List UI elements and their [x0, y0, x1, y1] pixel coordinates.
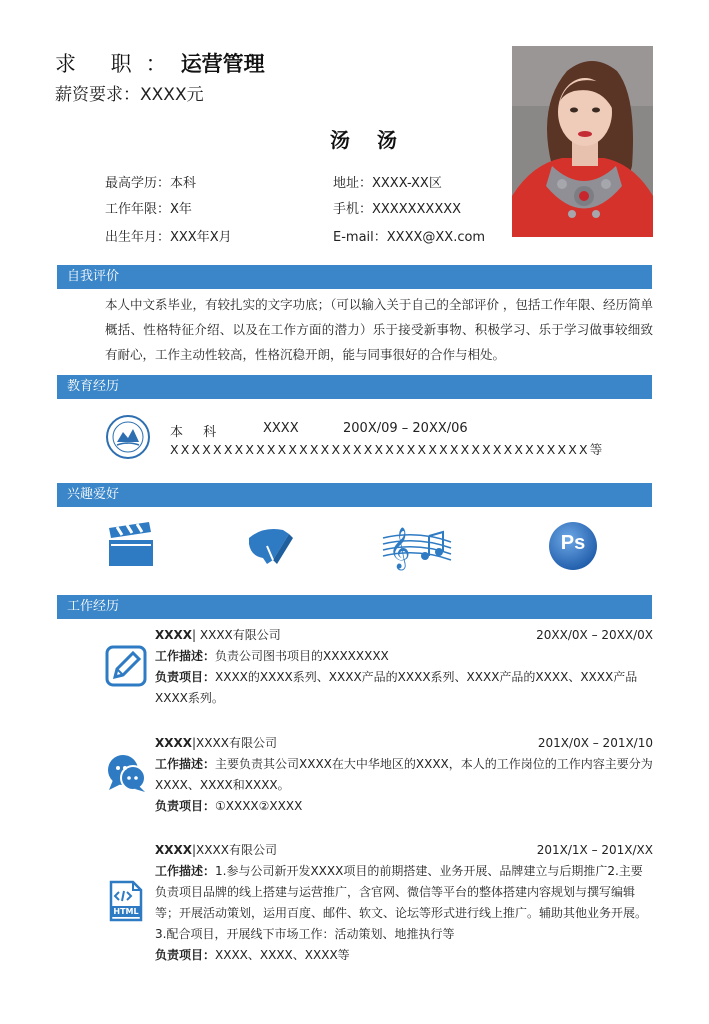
candidate-name: 汤 汤 [330, 128, 407, 152]
address: 地址：XXXX-XX区 [333, 176, 442, 191]
pen-icon [105, 645, 147, 687]
profile-photo [512, 46, 653, 237]
music-icon [381, 520, 453, 572]
email: E-mail：XXXX@XX.com [333, 230, 486, 245]
section-education: 教育经历 [57, 375, 652, 399]
job-2-responsibility [155, 796, 653, 817]
job-1-desc-text: 负责公司图书项目的XXXXXXXX [215, 649, 389, 663]
job-2-description [155, 754, 653, 796]
job-label: 求 职： [55, 52, 181, 76]
job-2-resp-text: ①XXXX②XXXX [215, 799, 303, 813]
work-years: 工作年限：X年 [105, 202, 192, 217]
job-1-desc-label: 工作描述： [155, 649, 216, 663]
degree: 本 科 [170, 425, 225, 440]
job-3-responsibility [155, 945, 653, 966]
job-1-company [155, 625, 281, 646]
job-2-company-name: XXXX [155, 736, 193, 750]
job-2-company-suffix: |XXXX有限公司 [192, 736, 277, 750]
job-3-header [155, 840, 653, 861]
job-3-desc-text: 1.参与公司新开发XXXX项目的前期搭建、业务开展、品牌建立与后期推广2.主要负责项目品牌的线上搭建与运营推广，含官网、微信等平台的整体搭建内容规划与撰写编辑等；开展活动策划，运用百度、邮件、软文、论坛等形式进行线上推广。辅助其他业务开展。3.配合项目，开展线下市场工作：活动策划、地推执行等 [155, 864, 648, 941]
job-3-company-name: XXXX [155, 843, 193, 857]
salary-expectation: 薪资要求：XXXX元 [55, 85, 204, 105]
svg-text:𝄞: 𝄞 [389, 528, 411, 569]
job-1-resp-label: 负责项目： [155, 670, 216, 684]
job-3 [155, 840, 653, 966]
job-2-desc-text: 主要负责其公司XXXX在大中华地区的XXXX，本人的工作岗位的工作内容主要分为XXXX、XXXX和XXXX。 [155, 757, 653, 792]
job-1-resp-text: XXXX的XXXX系列、XXXX产品的XXXX系列、XXXX产品的XXXX、XXXX产品XXXX系列。 [155, 670, 638, 705]
birth-date: 出生年月：XXX年X月 [105, 230, 232, 245]
job-2 [155, 733, 653, 817]
job-2-resp-label: 负责项目： [155, 799, 216, 813]
job-2-desc-label: 工作描述： [155, 757, 216, 771]
job-2-header [155, 733, 653, 754]
education-level: 最高学历：本科 [105, 176, 197, 191]
job-value: 运营管理 [180, 52, 265, 76]
job-objective [55, 48, 265, 78]
school-logo-icon [105, 414, 151, 460]
section-hobbies: 兴趣爱好 [57, 483, 652, 507]
chat-icon [105, 752, 147, 794]
edu-degree [170, 421, 224, 440]
job-1-description [155, 646, 653, 667]
job-3-desc-label: 工作描述： [155, 864, 216, 878]
self-evaluation-text: 本人中文系毕业，有较扎实的文字功底；（可以输入关于自己的全部评价 ，包括工作年限、经历简单概括、性格特征介绍、以及在工作方面的潜力）乐于接受新事物、积极学习、乐于学习做事较细致有耐心，工作主动性较高，性格沉稳开朗，能与同事很好的合作与相处。 [105, 297, 653, 362]
job-3-resp-text: XXXX、XXXX、XXXX等 [215, 948, 350, 962]
job-3-period: 201X/1X – 201X/XX [536, 843, 653, 857]
job-1-responsibility [155, 667, 653, 709]
job-1-period: 20XX/0X – 20XX/0X [536, 628, 653, 642]
job-2-period: 201X/0X – 201X/10 [537, 736, 653, 750]
job-3-company [155, 840, 277, 861]
html-file-icon [105, 880, 147, 922]
section-self-evaluation: 自我评价 [57, 265, 652, 289]
phone: 手机：XXXXXXXXXX [333, 202, 462, 217]
movie-clapper-icon [105, 520, 157, 572]
job-1 [155, 625, 653, 709]
section-work-experience: 工作经历 [57, 595, 652, 619]
job-2-company [155, 733, 277, 754]
html-icon-label: HTML [113, 907, 139, 916]
edu-period: 200X/09 – 20XX/06 [343, 421, 468, 436]
job-1-company-name: XXXX [155, 628, 193, 642]
photoshop-icon [548, 520, 600, 572]
job-1-header [155, 625, 653, 646]
photoshop-icon-label: Ps [560, 532, 586, 554]
job-3-resp-label: 负责项目： [155, 948, 216, 962]
job-3-description [155, 861, 653, 945]
drawing-icon [243, 520, 295, 572]
edu-school: XXXX [263, 421, 299, 436]
job-3-company-suffix: |XXXX有限公司 [192, 843, 277, 857]
job-1-company-suffix: | XXXX有限公司 [192, 628, 281, 642]
edu-detail: XXXXXXXXXXXXXXXXXXXXXXXXXXXXXXXXXXXXXXX等 [170, 442, 605, 457]
